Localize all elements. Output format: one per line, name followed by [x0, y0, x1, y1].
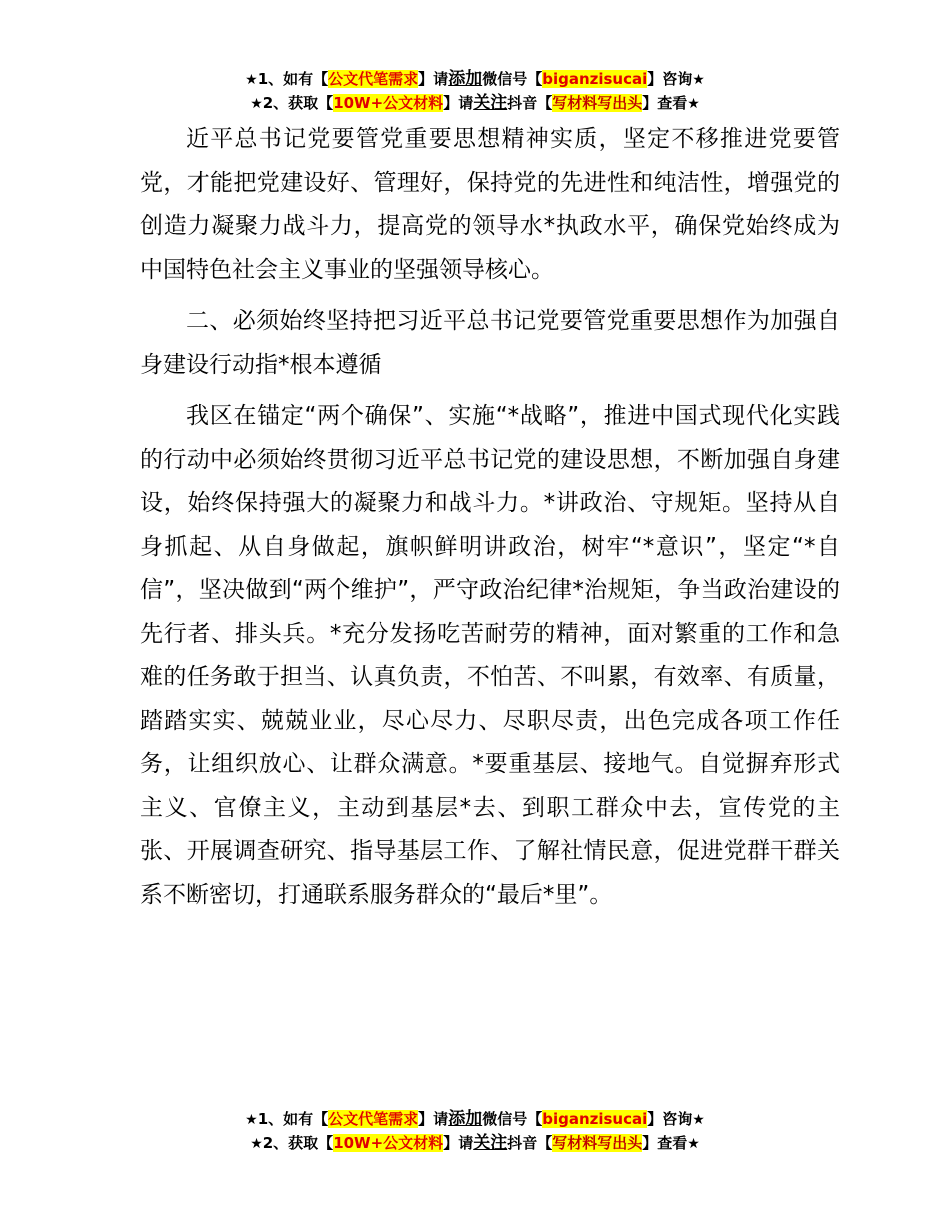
banner-text: 】请 [443, 1134, 474, 1152]
banner-text: 】请 [418, 1110, 449, 1128]
banner-text: 】咨询 [647, 1110, 693, 1128]
banner-text: 1、如有【 [257, 70, 329, 88]
banner-text: 】咨询 [647, 70, 693, 88]
footer-banner [0, 1108, 950, 1156]
highlight-wechat-id: biganzisucai [542, 1110, 648, 1128]
highlight-douyin: 写材料写出头 [552, 1134, 643, 1152]
banner-text: 】查看 [642, 94, 688, 112]
emphasis-text: 关注 [473, 1133, 508, 1153]
banner-text: 2、获取【 [262, 1134, 334, 1152]
banner-text: 微信号【 [482, 1110, 543, 1128]
banner-text: 微信号【 [482, 70, 543, 88]
banner-line-1 [0, 1108, 950, 1132]
highlight-wechat-id: biganzisucai [542, 70, 648, 88]
banner-line-1 [0, 68, 950, 92]
paragraph: 近平总书记党要管党重要思想精神实质，坚定不移推进党要管党，才能把党建设好、管理好，保持党的先进性和纯洁性，增强党的创造力凝聚力战斗力，提高党的领导水*执政水平，确保党始终成为中国特色社会主义事业的坚强领导核心。 [140, 126, 840, 283]
document-body [140, 118, 840, 917]
star-icon: ★ [692, 1112, 705, 1128]
star-icon: ★ [245, 1112, 258, 1128]
star-icon: ★ [250, 96, 263, 112]
banner-text: 抖音【 [507, 94, 553, 112]
banner-text: 1、如有【 [257, 1110, 329, 1128]
banner-text: 】请 [418, 70, 449, 88]
banner-text: 】查看 [642, 1134, 688, 1152]
highlight-service: 公文代笔需求 [328, 1110, 419, 1128]
banner-line-2 [0, 92, 950, 116]
banner-text: 抖音【 [507, 1134, 553, 1152]
banner-line-2 [0, 1132, 950, 1156]
star-icon: ★ [250, 1136, 263, 1152]
paragraph: 我区在锚定“两个确保”、实施“*战略”，推进中国式现代化实践的行动中必须始终贯彻习近平总书记党的建设思想，不断加强自身建设，始终保持强大的凝聚力和战斗力。*讲政治、守规矩。坚持从自身抓起、从自身做起，旗帜鲜明讲政治，树牢“*意识”，坚定“*自信”，坚决做到“两个维护”，严守政治纪律*治规矩，争当政治建设的先行者、排头兵。*充分发扬吃苦耐劳的精神，面对繁重的工作和急难的任务敢于担当、认真负责，不怕苦、不叫累，有效率、有质量，踏踏实实、兢兢业业，尽心尽力、尽职尽责，出色完成各项工作任务，让组织放心、让群众满意。*要重基层、接地气。自觉摒弃形式主义、官僚主义，主动到基层*去、到职工群众中去，宣传党的主张、开展调查研究、指导基层工作、了解社情民意，促进党群干群关系不断密切，打通联系服务群众的“最后*里”。 [140, 403, 840, 908]
star-icon: ★ [245, 72, 258, 88]
star-icon: ★ [687, 1136, 700, 1152]
highlight-service: 公文代笔需求 [328, 70, 419, 88]
header-banner [0, 68, 950, 116]
emphasis-text: 添加 [448, 69, 483, 89]
star-icon: ★ [687, 96, 700, 112]
emphasis-text: 添加 [448, 1109, 483, 1129]
star-icon: ★ [692, 72, 705, 88]
emphasis-text: 关注 [473, 93, 508, 113]
section-heading: 二、必须始终坚持把习近平总书记党要管党重要思想作为加强自身建设行动指*根本遵循 [140, 308, 840, 378]
banner-text: 2、获取【 [262, 94, 334, 112]
banner-text: 】请 [443, 94, 474, 112]
highlight-douyin: 写材料写出头 [552, 94, 643, 112]
highlight-materials: 10W+公文材料 [333, 94, 444, 112]
highlight-materials: 10W+公文材料 [333, 1134, 444, 1152]
